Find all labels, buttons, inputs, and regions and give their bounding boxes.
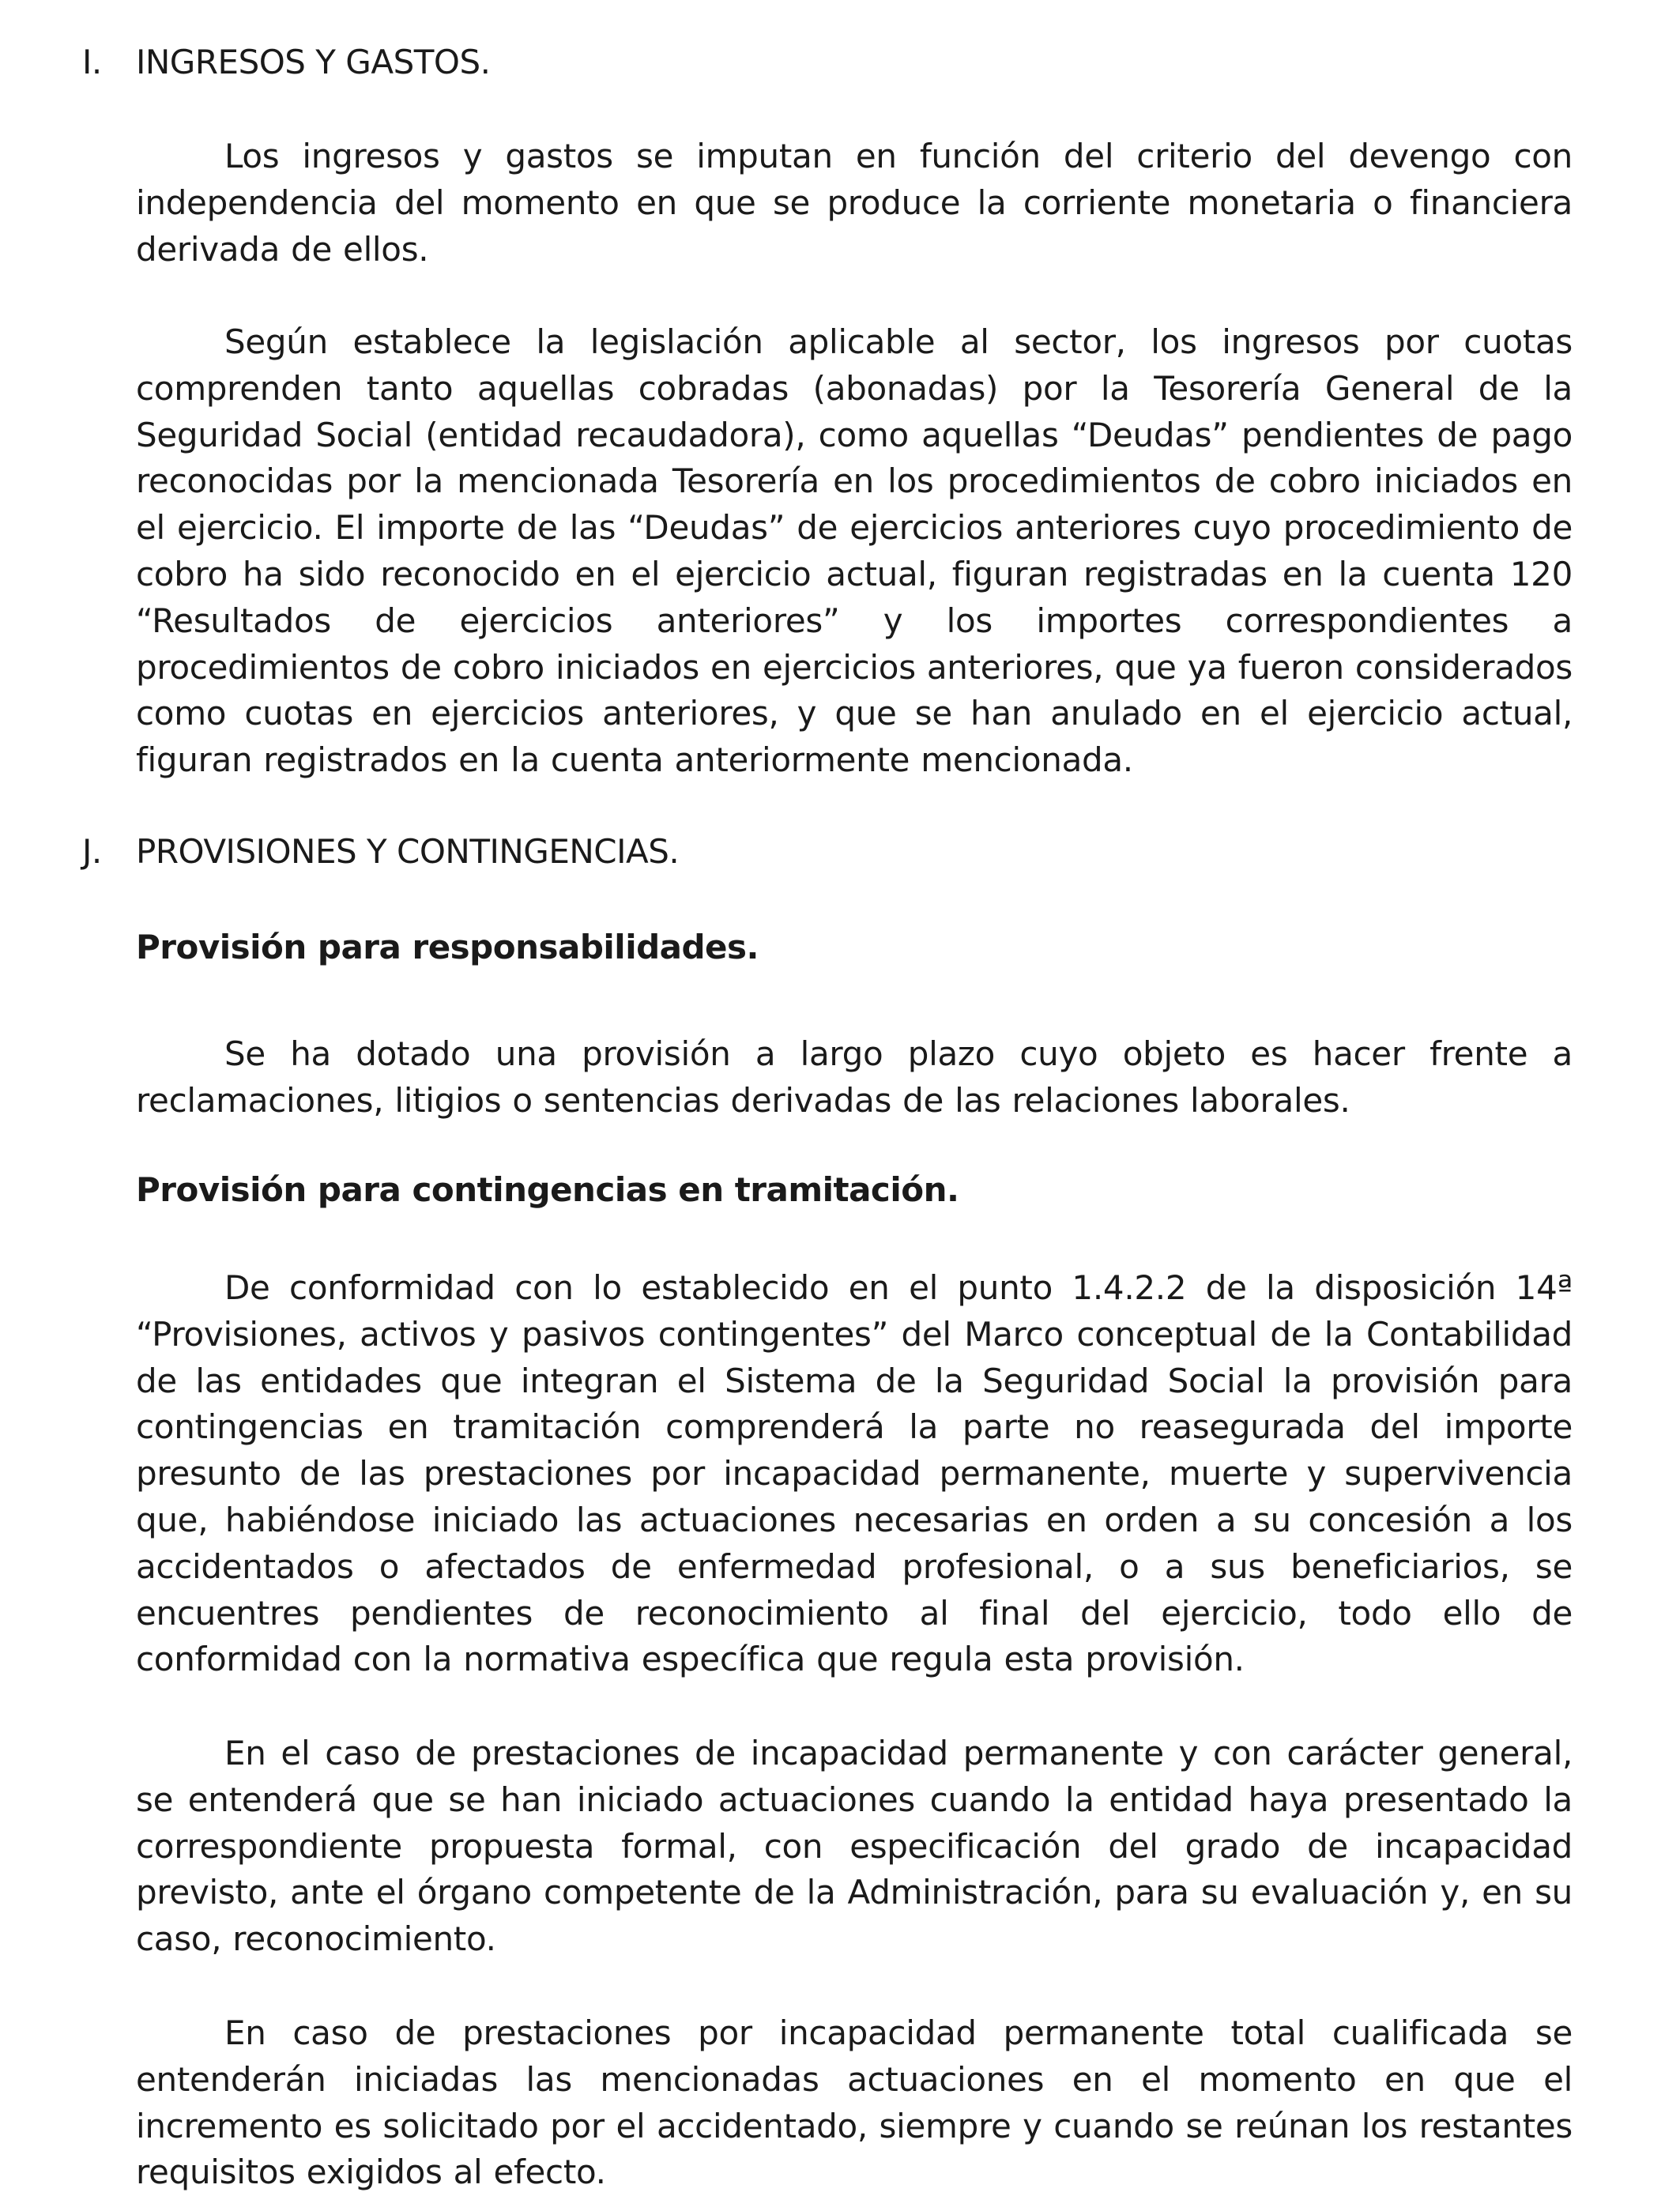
provision-responsabilidades-heading: Provisión para responsabilidades.: [136, 928, 759, 966]
section-i-number: I.: [82, 43, 102, 81]
provision-contingencias-heading: Provisión para contingencias en tramitación.: [136, 1170, 959, 1209]
section-i-title: INGRESOS Y GASTOS.: [136, 43, 491, 81]
section-j-heading: [82, 829, 679, 875]
section-i-paragraph-1: Los ingresos y gastos se imputan en función del criterio del devengo con independencia del momento en que se produce la corriente monetaria o financiera derivada de ellos.: [136, 137, 1573, 269]
provision-contingencias-paragraph-1: De conformidad con lo establecido en el punto 1.4.2.2 de la disposición 14ª “Provisiones, activos y pasivos contingentes” del Marco conceptual de la Contabilidad de las entidades que integran el Sistema de la Seguridad Social la provisión para contingencias en tramitación comprenderá la parte no reasegurada del importe presunto de las prestaciones por incapacidad permanente, muerte y supervivencia que, habiéndose iniciado las actuaciones necesarias en orden a su concesión a los accidentados o afectados de enfermedad profesional, o a sus beneficiarios, se encuentres pendientes de reconocimiento al final del ejercicio, todo ello de conformidad con la normativa específica que regula esta provisión.: [136, 1268, 1573, 1679]
provision-contingencias-paragraph-2: En el caso de prestaciones de incapacidad permanente y con carácter general, se entenderá que se han iniciado actuaciones cuando la entidad haya presentado la correspondiente propuesta formal, con especificación del grado de incapacidad previsto, ante el órgano competente de la Administración, para su evaluación y, en su caso, reconocimiento.: [136, 1734, 1573, 1959]
provision-contingencias-paragraph-3: En caso de prestaciones por incapacidad permanente total cualificada se entenderán iniciadas las mencionadas actuaciones en el momento en que el incremento es solicitado por el accidentado, siempre y cuando se reúnan los restantes requisitos exigidos al efecto.: [136, 2013, 1573, 2192]
section-i-heading: [82, 40, 490, 85]
section-j-number: J.: [82, 832, 102, 871]
section-j-title: PROVISIONES Y CONTINGENCIAS.: [136, 832, 680, 871]
section-i-paragraph-2: Según establece la legislación aplicable al sector, los ingresos por cuotas comprenden tanto aquellas cobradas (abonadas) por la Tesorería General de la Seguridad Social (entidad recaudadora), como aquellas “Deudas” pendientes de pago reconocidas por la mencionada Tesorería en los procedimientos de cobro iniciados en el ejercicio. El importe de las “Deudas” de ejercicios anteriores cuyo procedimiento de cobro ha sido reconocido en el ejercicio actual, figuran registradas en la cuenta 120 “Resultados de ejercicios anteriores” y los importes correspondientes a procedimientos de cobro iniciados en ejercicios anteriores, que ya fueron considerados como cuotas en ejercicios anteriores, y que se han anulado en el ejercicio actual, figuran registrados en la cuenta anteriormente mencionada.: [136, 322, 1573, 780]
provision-responsabilidades-paragraph: Se ha dotado una provisión a largo plazo cuyo objeto es hacer frente a reclamaciones, litigios o sentencias derivadas de las relaciones laborales.: [136, 1034, 1573, 1120]
